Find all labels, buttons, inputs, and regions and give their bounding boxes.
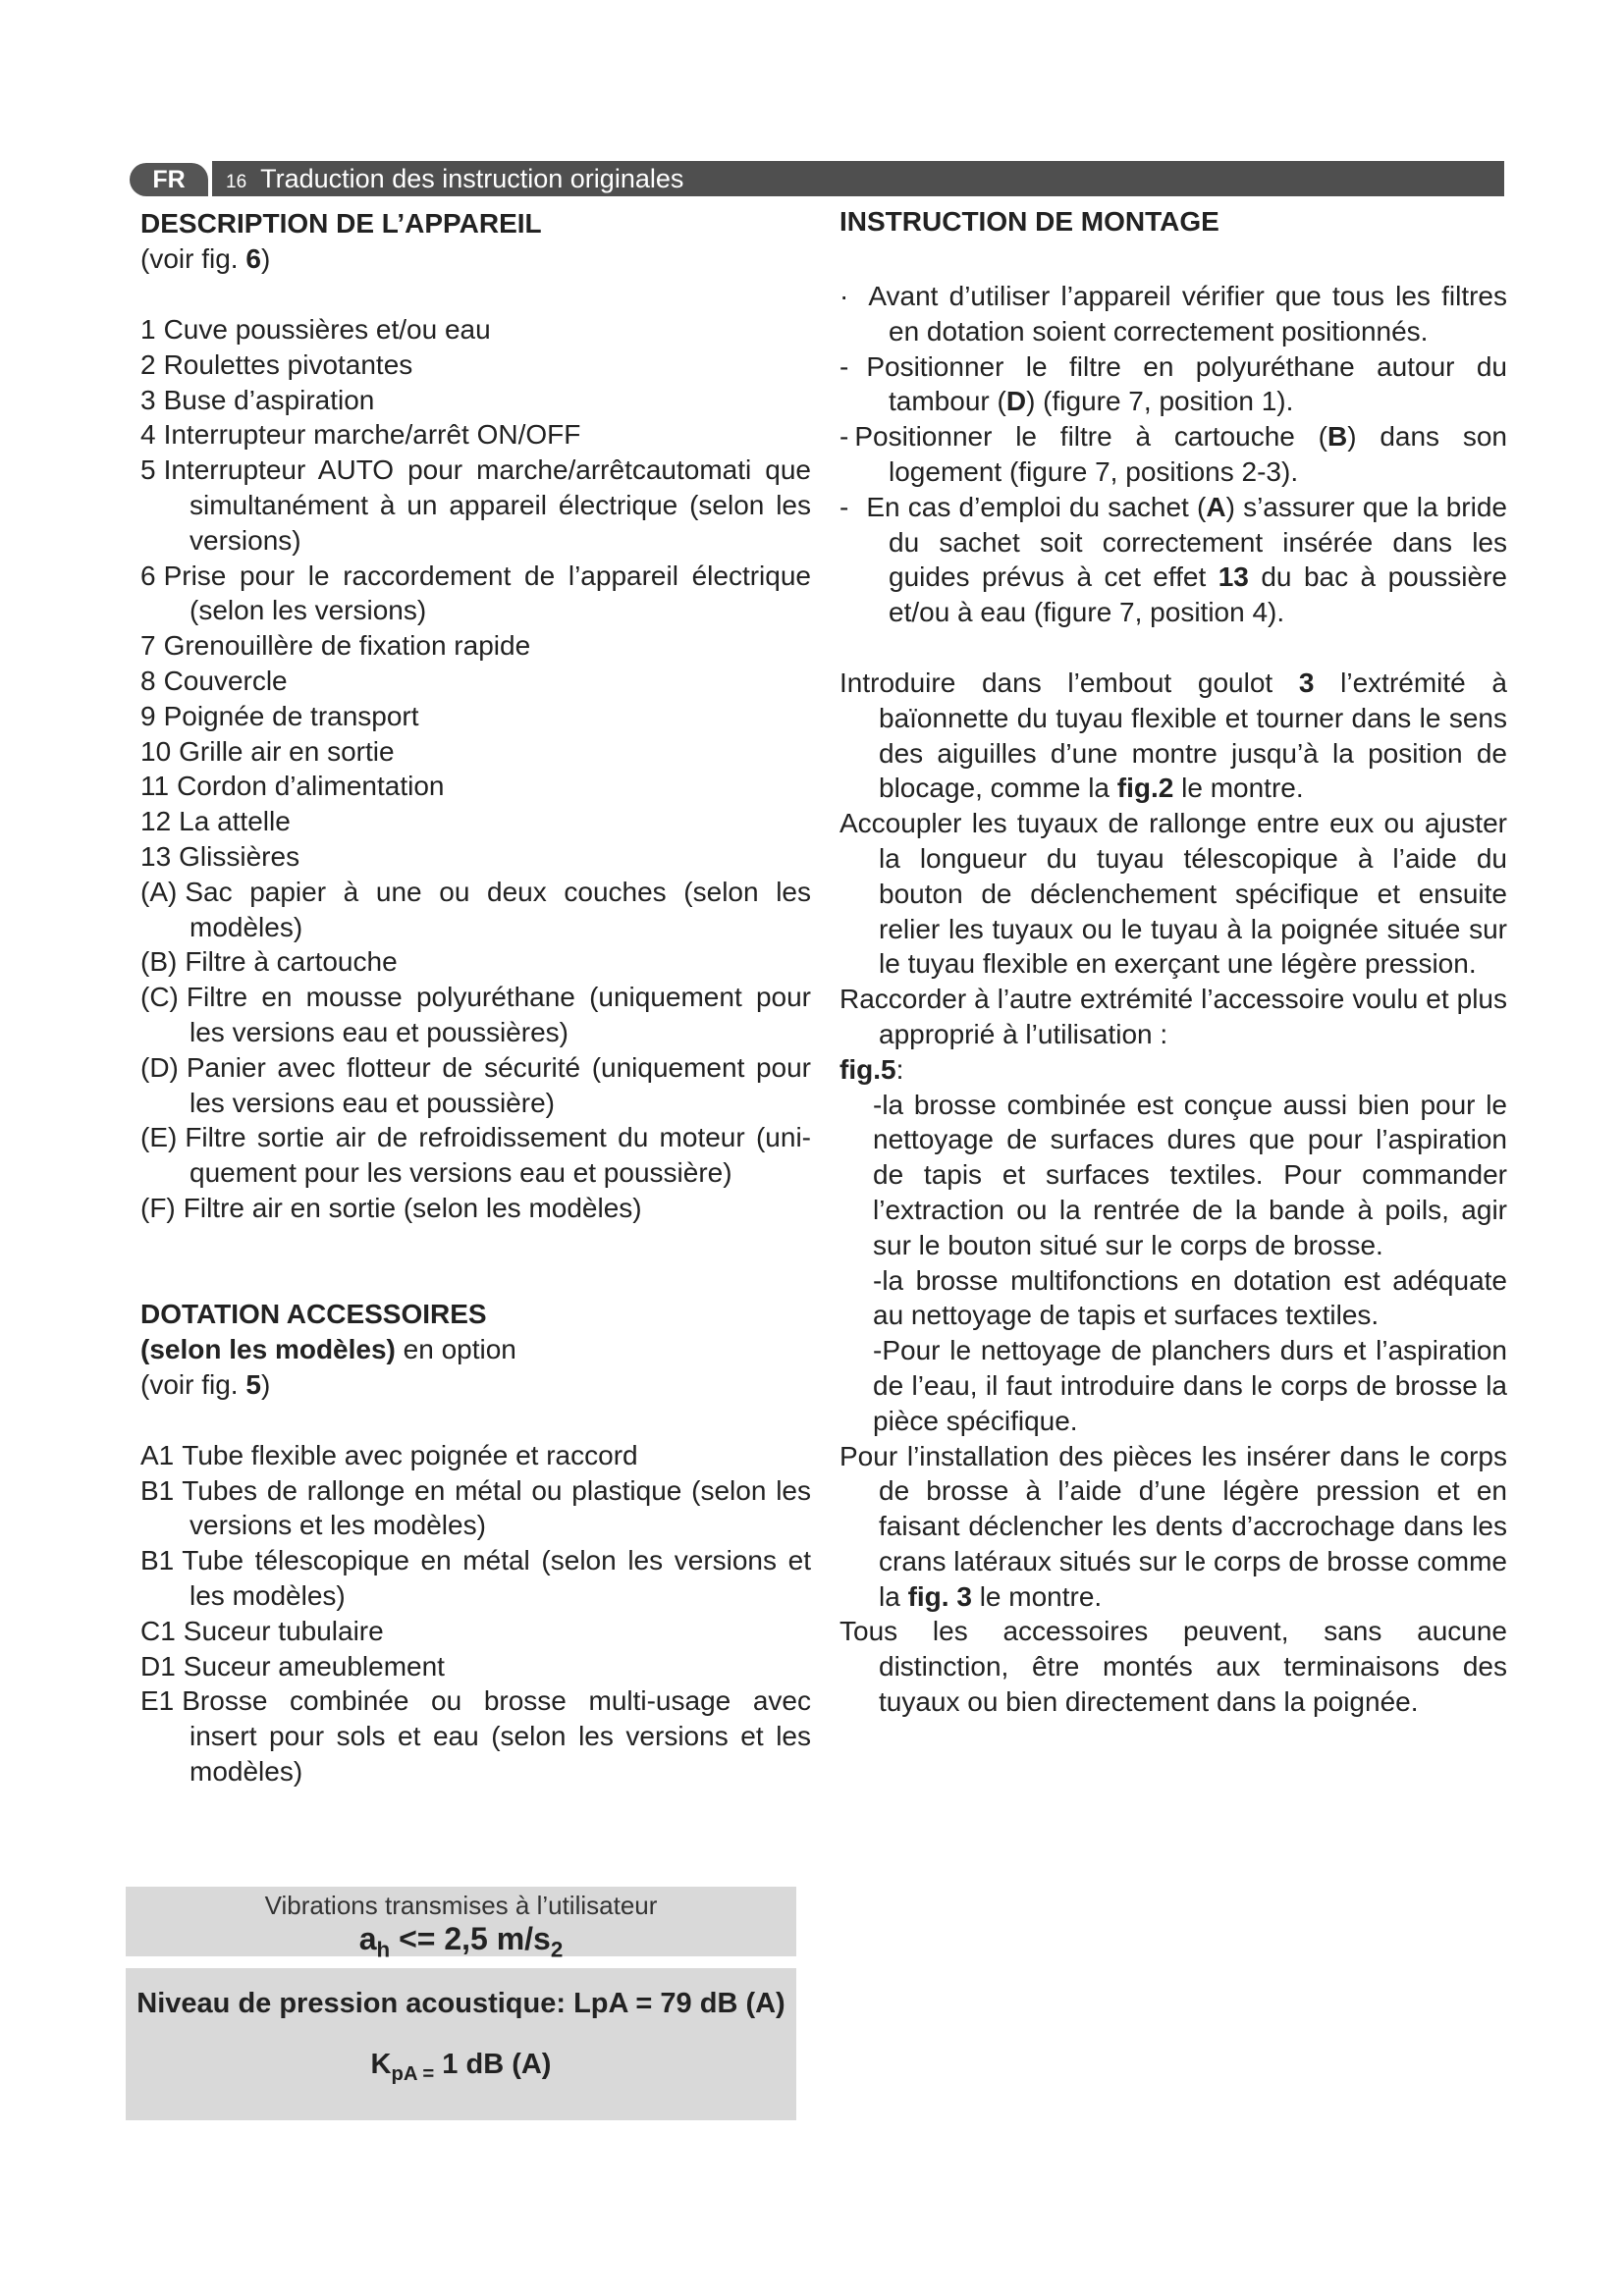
right-column — [839, 204, 1507, 1720]
list-item: 5 Interrupteur AUTO pour marche/arrêtcautomati que simultanément à un appareil électrique (selon les versions) — [140, 454, 811, 556]
list-item: A1 Tube flexible avec poignée et raccord — [140, 1439, 638, 1470]
vibration-label: Vibrations transmises à l’utilisateur — [264, 1891, 658, 1920]
list-item: C1 Suceur tubulaire — [140, 1615, 384, 1646]
list-item: B1 Tube télescopique en métal (selon les versions et les modèles) — [140, 1545, 811, 1611]
description-list — [140, 312, 811, 1226]
mounting-subparagraph: -la brosse combinée est conçue aussi bien pour le nettoyage de surfaces dures que pour l’aspiration de tapis et surfaces textiles. Pour commander l’extraction ou la rentrée de la bande à poils, agir sur le bouton situé sur le corps de brosse. — [873, 1089, 1507, 1260]
accessories-subtitle: (selon les modèles) en option — [140, 1333, 516, 1364]
mounting-paragraph: Tous les accessoires peuvent, sans aucune distinction, être montés aux terminaisons des tuyaux ou bien directement dans la poignée. — [839, 1616, 1507, 1718]
list-item: 2 Roulettes pivotantes — [140, 348, 413, 380]
accessories-ref: (voir fig. 5) — [140, 1368, 271, 1400]
list-item: 3 Buse d’aspiration — [140, 384, 375, 415]
list-item: B1 Tubes de rallonge en métal ou plastique (selon les versions et les modèles) — [140, 1474, 811, 1541]
list-item: D1 Suceur ameublement — [140, 1650, 445, 1682]
list-item: (C) Filtre en mousse polyuréthane (uniquement pour les versions eau et poussières) — [140, 982, 811, 1047]
header-title: Traduction des instruction originales — [260, 164, 684, 193]
list-item: 10 Grille air en sortie — [140, 735, 395, 767]
mounting-paragraph: Introduire dans l’embout goulot 3 l’extrémité à baïonnette du tuyau flexible et tourner dans le sens des aiguilles d’une montre jusqu’à la position de blocage, comme la fig.2 le montre. — [839, 667, 1508, 804]
list-item: - Positionner le filtre en polyuréthane autour du tambour (D) (figure 7, position 1). — [839, 350, 1507, 417]
mounting-paragraph: Raccorder à l’autre extrémité l’accessoire voulu et plus approprié à l’utilisation : — [839, 984, 1507, 1049]
list-item: 13 Glissières — [140, 840, 300, 872]
noise-box — [126, 1968, 796, 2120]
list-item: - Positionner le filtre à cartouche (B) dans son logement (figure 7, positions 2-3). — [839, 421, 1508, 487]
list-item: 7 Grenouillère de fixation rapide — [140, 630, 531, 662]
header-bar — [212, 161, 1504, 196]
list-item: · Avant d’utiliser l’appareil vérifier que tous les filtres en dotation soient correctement positionnés. — [839, 281, 1507, 347]
page-number: 16 — [226, 172, 247, 192]
list-item: 4 Interrupteur marche/arrêt ON/OFF — [140, 419, 581, 451]
list-item: 1 Cuve poussières et/ou eau — [140, 314, 491, 345]
list-item: (B) Filtre à cartouche — [140, 946, 398, 978]
list-item: (E) Filtre sortie air de refroidissement du moteur (uni-quement pour les versions eau et poussière) — [140, 1122, 811, 1189]
noise-uncertainty: $K_{pA =}$ 1 dB (A) — [370, 2049, 552, 2085]
list-item: 6 Prise pour le raccordement de l’appareil électrique (selon les versions) — [140, 560, 811, 626]
description-title: DESCRIPTION DE L’APPAREIL — [140, 208, 542, 239]
language-badge: FR — [130, 163, 208, 196]
mounting-paragraph: Pour l’installation des pièces les insérer dans le corps de brosse à l’aide d’une légère pression et en faisant déclencher les dents d’accrochage dans les crans latéraux situés sur le corps de brosse comme la fig. 3 le montre. — [839, 1440, 1507, 1612]
left-column — [140, 206, 811, 1789]
list-item: (F) Filtre air en sortie (selon les modèles) — [140, 1192, 642, 1223]
list-item: 9 Poignée de transport — [140, 700, 419, 731]
list-item: 11 Cordon d’alimentation — [140, 771, 445, 802]
description-ref: (voir fig. 6) — [140, 243, 271, 274]
list-item: E1 Brosse combinée ou brosse multi-usage avec insert pour sols et eau (selon les versions et les modèles) — [140, 1685, 811, 1787]
list-item: (A) Sac papier à une ou deux couches (selon les modèles) — [140, 876, 811, 942]
fig5-label: fig.5: — [839, 1053, 904, 1085]
list-item: - En cas d’emploi du sachet (A) s’assurer que la bride du sachet soit correctement insérée dans les guides prévus à cet effet 13 du bac à poussière et/ou à eau (figure 7, position 4). — [839, 491, 1507, 628]
mounting-subparagraph: -Pour le nettoyage de planchers durs et l’aspiration de l’eau, il faut introduire dans le corps de brosse la pièce spécifique. — [873, 1335, 1507, 1436]
list-item: (D) Panier avec flotteur de sécurité (uniquement pour les versions eau et poussière) — [140, 1051, 811, 1118]
mounting-subparagraph: -la brosse multifonctions en dotation est adéquate au nettoyage de tapis et surfaces textiles. — [873, 1264, 1507, 1331]
noise-pressure-level: Niveau de pression acoustique: LpA = 79 dB (A) — [136, 1988, 785, 2019]
mounting-list — [839, 279, 1507, 630]
vibration-box — [126, 1887, 796, 1962]
accessories-title: DOTATION ACCESSOIRES — [140, 1298, 487, 1329]
accessories-list — [140, 1438, 811, 1789]
mounting-title: INSTRUCTION DE MONTAGE — [839, 206, 1219, 237]
list-item: 8 Couvercle — [140, 665, 288, 696]
page-header — [130, 161, 1504, 196]
vibration-value: $a_h <= 2,5$ $m/s_2$ — [358, 1921, 564, 1962]
mounting-paragraph: Accoupler les tuyaux de rallonge entre eux ou ajuster la longueur du tuyau télescopique à l’aide du bouton de déclenchement spécifique et ensuite relier les tuyaux ou le tuyau à la poignée située sur le tuyau flexible en exerçant une légère pression. — [839, 808, 1507, 980]
list-item: 12 La attelle — [140, 806, 291, 837]
